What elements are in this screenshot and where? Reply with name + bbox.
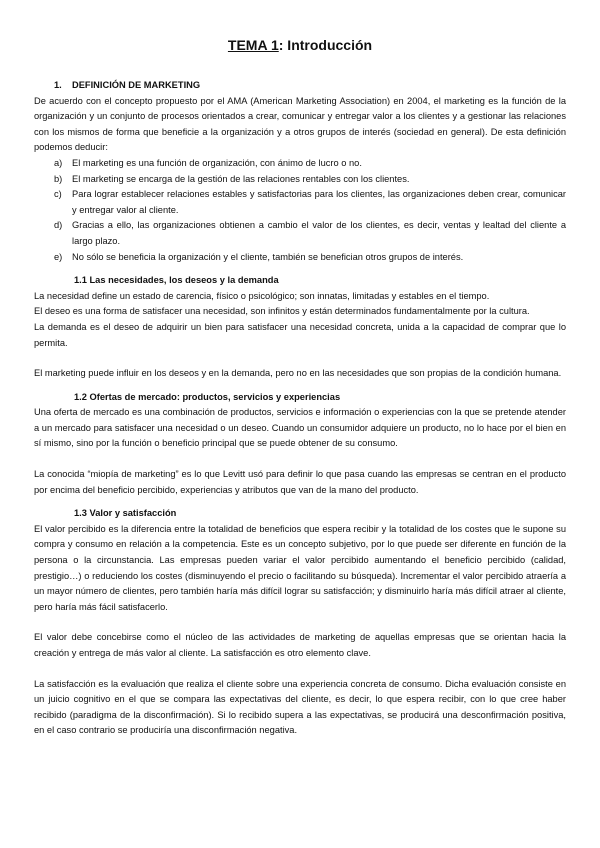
list-marker: e) (54, 251, 63, 262)
document-body (34, 78, 566, 739)
market-offer-paragraph: Una oferta de mercado es una combinación de productos, servicios e información o experiencias con la que se pretende atender a un mercado para satisfacer una necesidad o un deseo. Cuando un consumidor adquiere un producto, no lo hace por el bien en sí mismo, sino por la función o beneficio principal que se puede obtener de su consumo. (34, 407, 566, 449)
title-topic-name: : Introducción (278, 37, 373, 53)
marketing-influence-paragraph: El marketing puede influir en los deseos y en la demanda, pero no en las necesidades que son propias de la condición humana. (34, 368, 562, 379)
subsection-heading-market-offers: 1.2 Ofertas de mercado: productos, servicios y experiencias (74, 391, 341, 402)
definition-paragraph: De acuerdo con el concepto propuesto por el AMA (American Marketing Association) en 2004, el marketing es la función de la organización y un conjunto de procesos orientados a crear, comunicar y entregar valor a los clientes y a gestionar las relaciones con los mismos de forma que beneficie a la organización y a otros grupos de interés (sociedad en general). De esta definición podemos deducir: (34, 95, 566, 153)
list-item (34, 156, 566, 172)
list-item-text: Gracias a ello, las organizaciones obtienen a cambio el valor de los clientes, es decir, ventas y lealtad del cliente a largo plazo. (72, 220, 566, 246)
marketing-myopia-paragraph: La conocida “miopía de marketing” es lo que Levitt usó para definir lo que pasa cuando las empresas se centran en el producto por encima del beneficio percibido, experiencias y atributos que van de la mano del producto. (34, 469, 566, 495)
list-item (34, 250, 566, 266)
list-item (34, 187, 566, 218)
list-item-text: El marketing se encarga de la gestión de las relaciones rentables con los clientes. (72, 173, 410, 184)
demand-paragraph: La demanda es el deseo de adquirir un bien para satisfacer una necesidad concreta, unida a la capacidad de comprar que lo permita. (34, 321, 566, 348)
section-heading-marketing-definition (54, 78, 566, 94)
wants-paragraph: El deseo es una forma de satisfacer una necesidad, son infinitos y están determinados fundamentalmente por la cultura. (34, 306, 530, 317)
deduction-list (34, 156, 566, 265)
needs-paragraph: La necesidad define un estado de carencia, físico o psicológico; son innatas, limitadas y estables en el tiempo. (34, 290, 490, 301)
list-marker: a) (54, 157, 63, 168)
list-item-text: Para lograr establecer relaciones estables y satisfactorias para los clientes, las organizaciones deben crear, comunicar y entregar valor al cliente. (72, 189, 566, 215)
value-core-paragraph: El valor debe concebirse como el núcleo de las actividades de marketing de aquellas empresas que se orientan hacia la creación y entrega de más valor al cliente. La satisfacción es otro elemento clave. (34, 632, 566, 658)
list-marker: b) (54, 173, 63, 184)
list-item-text: El marketing es una función de organización, con ánimo de lucro o no. (72, 157, 362, 168)
list-item (34, 218, 566, 249)
list-marker: d) (54, 220, 63, 231)
list-marker: c) (54, 189, 62, 200)
section-title: DEFINICIÓN DE MARKETING (72, 80, 201, 90)
subsection-heading-needs: 1.1 Las necesidades, los deseos y la demanda (74, 275, 279, 286)
section-number: 1. (54, 80, 62, 90)
subsection-heading-value-satisfaction: 1.3 Valor y satisfacción (74, 508, 177, 519)
list-item (34, 172, 566, 188)
satisfaction-paragraph: La satisfacción es la evaluación que realiza el cliente sobre una experiencia concreta de consumo. Dicha evaluación consiste en un juicio cognitivo en el que se compara las expectativas del cliente, es decir, lo que espera recibir, con lo que cree haber recibido (paradigma de la disconfirmación). Si lo recibido supera a las expectativas, se producirá una desconfirmación positiva, en el caso contrario se produciría una disconfirmación negativa. (34, 678, 566, 736)
list-item-text: No sólo se beneficia la organización y el cliente, también se benefician otros grupos de interés. (72, 251, 464, 262)
page-title (0, 36, 600, 54)
title-topic-number: TEMA 1 (227, 37, 279, 53)
perceived-value-paragraph: El valor percibido es la diferencia entre la totalidad de beneficios que espera recibir y la totalidad de los costes que le supone su compra y consumo en relación a la competencia. Este es un concepto subjetivo, por lo que puede ser diferente en función de la persona o la circunstancia. Las empresas pueden variar el valor percibido aumentando el beneficio percibido (calidad, prestigio…) o reduciendo los costes (disminuyendo el precio o facilitando su búsqueda). Incrementar el valor percibido atraería a un mayor número de clientes, pero también haría más difícil lograr su satisfacción; y disminuirlo haría más difícil atraer al cliente, pero haría más fácil satisfacerlo. (34, 523, 566, 612)
